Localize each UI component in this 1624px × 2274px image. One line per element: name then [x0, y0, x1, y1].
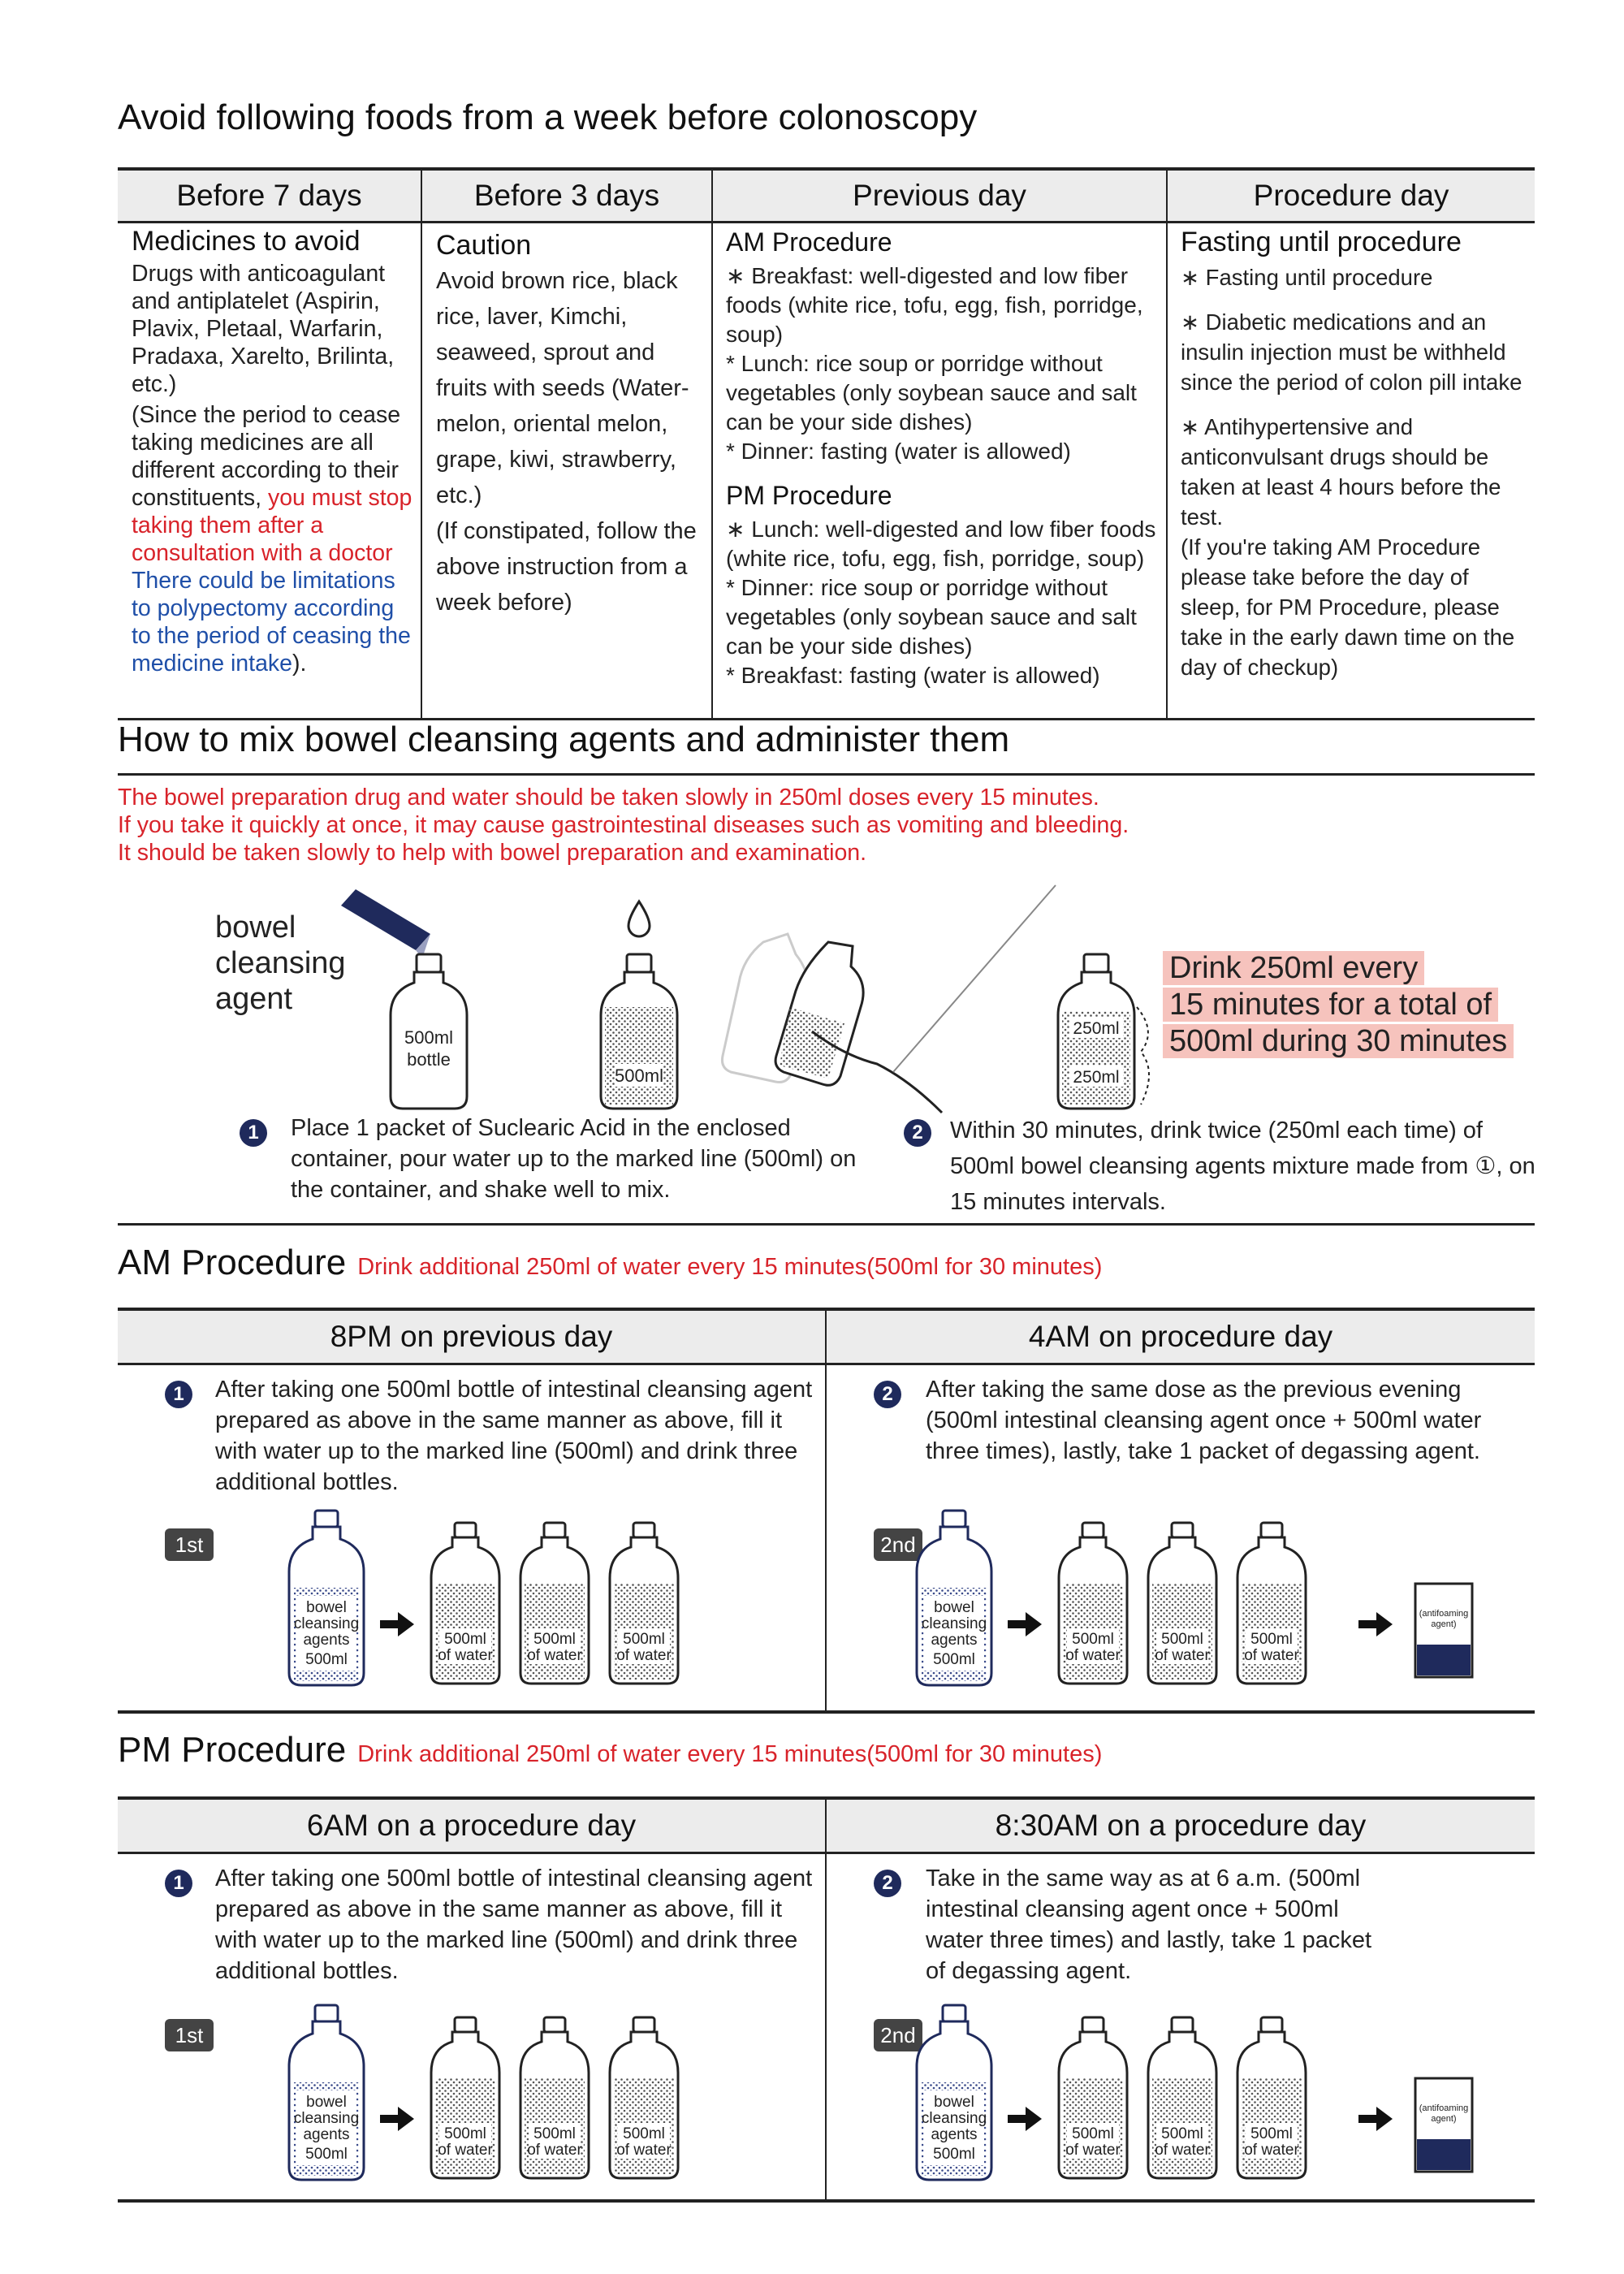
arrow-icon [380, 2107, 414, 2131]
warning-text: you must stop taking them after a consultation with a doctor [132, 485, 412, 566]
warning-line-3: It should be taken slowly to help with bowel preparation and examination. [118, 840, 867, 866]
svg-text:500ml: 500ml [623, 1631, 665, 1648]
packet-icon [341, 889, 430, 958]
am-procedure-subtitle: Drink additional 250ml of water every 15 minutes(500ml for 30 minutes) [357, 1254, 1103, 1280]
svg-text:500ml: 500ml [1250, 2125, 1293, 2142]
svg-text:cleansing: cleansing [293, 1615, 360, 1632]
svg-text:500ml: 500ml [444, 2125, 486, 2142]
arrow-icon [1008, 1612, 1042, 1636]
step-1-text: Place 1 packet of Suclearic Acid in the enclosed container, pour water up to the marked line (500ml) on the container, and shake well to mix. [291, 1115, 857, 1203]
dose-label: 250ml [1073, 1068, 1120, 1087]
cell-before-3-days [436, 227, 704, 620]
svg-text:500ml: 500ml [444, 1631, 486, 1648]
arrow-icon [380, 1612, 414, 1636]
cell-text: (If you're taking AM Procedure please take before the day of sleep, for PM Procedure, please take in the early dawn time on the day of checkup) [1181, 534, 1515, 680]
pm-procedure-title: PM Procedure Drink additional 250ml of water every 15 minutes(500ml for 30 minutes) [118, 1730, 1103, 1770]
svg-text:of water: of water [438, 2142, 493, 2159]
pm-procedure-subtitle: Drink additional 250ml of water every 15 minutes(500ml for 30 minutes) [357, 1741, 1103, 1767]
cell-procedure-day [1181, 227, 1531, 682]
foods-title: Avoid following foods from a week before colonoscopy [118, 97, 978, 137]
cell-text: ∗ Lunch: well-digested and low fiber foods (white rice, tofu, egg, fish, porridge, soup) [726, 517, 1156, 571]
header-procedure-day: Procedure day [1253, 179, 1449, 212]
second-dose-badge: 2nd [874, 2019, 922, 2051]
svg-text:of water: of water [527, 2142, 582, 2159]
pm-second-bottles [904, 2001, 1488, 2188]
cell-text: Avoid brown rice, black rice, laver, Kimchi, seaweed, sprout and fruits with seeds (Water-melon, oriental melon, grape, kiwi, strawberry, etc.) [436, 268, 689, 508]
bottle-label: bottle [407, 1049, 451, 1070]
am-right-header: 4AM on procedure day [1028, 1320, 1333, 1353]
cell-text: ∗ Fasting until procedure [1181, 265, 1433, 290]
svg-text:of water: of water [1155, 1647, 1210, 1664]
cell-text: ). [292, 651, 307, 677]
mix-title: How to mix bowel cleansing agents and administer them [118, 720, 1010, 759]
am-step-1-text: After taking one 500ml bottle of intestinal cleansing agent prepared as above in the same manner as above, fill it with water up to the marked line (500ml) and drink three additional bottles. [215, 1377, 813, 1495]
step-2-number: 2 [904, 1119, 931, 1147]
bottle-label: 500ml [404, 1027, 453, 1048]
svg-text:500ml: 500ml [623, 2125, 665, 2142]
step-1-number: 1 [240, 1119, 267, 1147]
step-2-text: Within 30 minutes, drink twice (250ml each time) of 500ml bowel cleansing agents mixture made from ①, on 15 minutes intervals. [950, 1118, 1535, 1215]
pm-step-2-number: 2 [874, 1870, 901, 1897]
pm-first-bottles [276, 2001, 698, 2188]
cell-previous-day [726, 227, 1161, 690]
agent-label: bowel cleansing agent [215, 910, 346, 1016]
am-procedure-title: AM Procedure [726, 227, 892, 257]
header-before-7-days: Before 7 days [176, 179, 362, 212]
svg-text:500ml: 500ml [933, 2146, 975, 2163]
limitation-text: There could be limitations to polypectomy according to the period of ceasing the medicine intake [132, 568, 411, 677]
cell-text: Drugs with anticoagulant and antiplatelet (Aspirin, Plavix, Pletaal, Warfarin, Pradaxa, Xarelto, Brilinta, etc.) [132, 261, 395, 397]
cell-text: (If constipated, follow the above instruction from a week before) [436, 518, 697, 616]
pm-step-1-text: After taking one 500ml bottle of intestinal cleansing agent prepared as above in the same manner as above, fill it with water up to the marked line (500ml) and drink three additional bottles. [215, 1865, 813, 1984]
svg-text:agents: agents [303, 1632, 350, 1649]
warning-line-2: If you take it quickly at once, it may cause gastrointestinal diseases such as vomiting and bleeding. [118, 812, 1129, 838]
svg-text:bowel: bowel [306, 2094, 347, 2111]
svg-text:agents: agents [931, 1632, 978, 1649]
cell-text: ∗ Diabetic medications and an insulin injection must be withheld since the period of colon pill intake [1181, 309, 1522, 395]
svg-text:500ml: 500ml [1072, 2125, 1114, 2142]
svg-text:of water: of water [527, 1647, 582, 1664]
cell-text: * Dinner: rice soup or porridge without vegetables (only soybean sauce and salt can be your side dishes) [726, 575, 1137, 659]
svg-text:500ml: 500ml [933, 1651, 975, 1668]
svg-text:bowel: bowel [306, 1599, 347, 1616]
water-drop-icon [628, 901, 650, 936]
header-previous-day: Previous day [853, 179, 1026, 212]
drink-line: 15 minutes for a total of [1163, 988, 1498, 1022]
cell-text: (Since the period to cease taking medicines are all different according to their constituents, [132, 402, 401, 511]
svg-text:of water: of water [1065, 1647, 1121, 1664]
first-dose-badge: 1st [165, 2019, 214, 2051]
svg-text:of water: of water [616, 2142, 672, 2159]
am-second-bottles [904, 1507, 1488, 1693]
svg-text:500ml: 500ml [1072, 1631, 1114, 1648]
arrow-icon [1008, 2107, 1042, 2131]
svg-text:bowel: bowel [934, 1599, 974, 1616]
svg-text:500ml: 500ml [533, 2125, 576, 2142]
svg-text:cleansing: cleansing [921, 1615, 987, 1632]
mixing-illustration [325, 869, 1218, 1121]
am-procedure-title: AM Procedure Drink additional 250ml of water every 15 minutes(500ml for 30 minutes) [118, 1243, 1103, 1282]
first-dose-badge: 1st [165, 1528, 214, 1561]
cell-text: ∗ Antihypertensive and anticonvulsant drugs should be taken at least 4 hours before the test. [1181, 414, 1501, 530]
svg-text:cleansing: cleansing [921, 2110, 987, 2127]
svg-text:of water: of water [1065, 2142, 1121, 2159]
am-step-2-text: After taking the same dose as the previous evening (500ml intestinal cleansing agent once + 500ml water three times), lastly, take 1 packet of degassing agent. [926, 1377, 1482, 1464]
svg-text:500ml: 500ml [305, 1651, 348, 1668]
arrow-icon [1358, 1612, 1393, 1636]
antifoaming-packet-icon [1415, 2078, 1472, 2172]
cell-title: Caution [436, 230, 532, 261]
svg-text:(antifoaming: (antifoaming [1419, 2103, 1469, 2113]
drink-line: Drink 250ml every [1163, 951, 1424, 985]
am-step-2-number: 2 [874, 1381, 901, 1408]
am-step-1-number: 1 [165, 1381, 192, 1408]
svg-text:bowel: bowel [934, 2094, 974, 2111]
svg-text:of water: of water [1244, 2142, 1299, 2159]
svg-text:of water: of water [616, 1647, 672, 1664]
filled-label: 500ml [615, 1066, 663, 1086]
svg-text:agent): agent) [1431, 1619, 1457, 1629]
cell-text: * Lunch: rice soup or porridge without vegetables (only soybean sauce and salt can be your side dishes) [726, 351, 1137, 434]
svg-text:cleansing: cleansing [293, 2110, 360, 2127]
cell-before-7-days [132, 227, 416, 677]
pm-procedure-title: PM Procedure [726, 481, 892, 510]
svg-text:500ml: 500ml [533, 1631, 576, 1648]
warning-line-1: The bowel preparation drug and water should be taken slowly in 250ml doses every 15 minutes. [118, 785, 1099, 811]
am-left-header: 8PM on previous day [330, 1320, 613, 1353]
pm-left-header: 6AM on a procedure day [306, 1809, 637, 1842]
pm-step-2-text: Take in the same way as at 6 a.m. (500ml intestinal cleansing agent once + 500ml water three times) and lastly, take 1 packet of degassing agent. [926, 1865, 1372, 1984]
svg-text:of water: of water [1244, 1647, 1299, 1664]
svg-text:agent): agent) [1431, 2114, 1457, 2124]
drink-instruction [1163, 950, 1514, 1060]
svg-text:500ml: 500ml [1161, 2125, 1203, 2142]
svg-text:of water: of water [1155, 2142, 1210, 2159]
svg-text:500ml: 500ml [1161, 1631, 1203, 1648]
svg-text:agents: agents [931, 2126, 978, 2143]
svg-text:500ml: 500ml [305, 2146, 348, 2163]
cell-title: Fasting until procedure [1181, 227, 1462, 257]
antifoaming-packet-icon [1415, 1584, 1472, 1677]
cell-text: * Dinner: fasting (water is allowed) [726, 439, 1071, 464]
drink-line: 500ml during 30 minutes [1163, 1024, 1514, 1058]
second-dose-badge: 2nd [874, 1528, 922, 1561]
svg-text:agents: agents [303, 2126, 350, 2143]
svg-text:of water: of water [438, 1647, 493, 1664]
arrow-icon [1358, 2107, 1393, 2131]
pm-right-header: 8:30AM on a procedure day [995, 1809, 1367, 1842]
svg-text:500ml: 500ml [1250, 1631, 1293, 1648]
svg-text:(antifoaming: (antifoaming [1419, 1609, 1469, 1619]
am-first-bottles [276, 1507, 698, 1693]
dose-label: 250ml [1073, 1019, 1120, 1038]
pm-step-1-number: 1 [165, 1870, 192, 1897]
cell-title: Medicines to avoid [132, 226, 361, 257]
header-before-3-days: Before 3 days [473, 179, 660, 212]
cell-text: * Breakfast: fasting (water is allowed) [726, 663, 1100, 688]
cell-text: ∗ Breakfast: well-digested and low fiber foods (white rice, tofu, egg, fish, porridge, soup) [726, 263, 1143, 347]
